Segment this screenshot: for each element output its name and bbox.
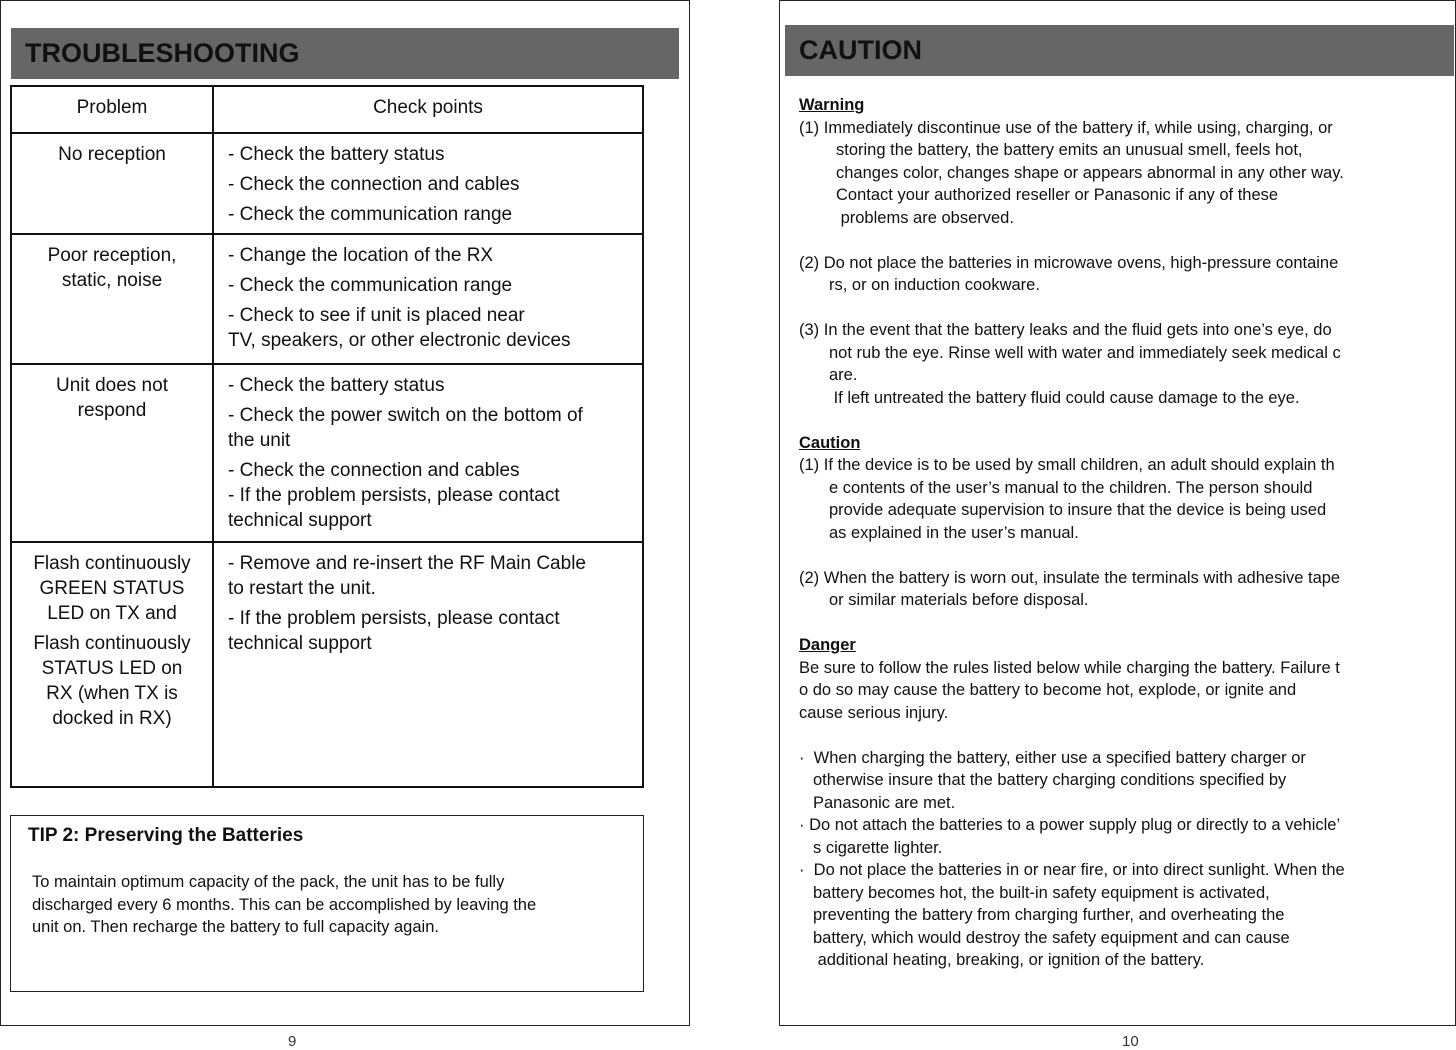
check-text: - Check the battery status: [228, 375, 445, 396]
problem-text: STATUS LED on: [41, 658, 183, 679]
caution-title: CAUTION: [799, 35, 922, 65]
warning-line: storing the battery, the battery emits an unusual smell, feels hot,: [836, 141, 1303, 159]
problem-text: respond: [77, 400, 147, 421]
page-number-left: 9: [288, 1033, 297, 1050]
tip-line: To maintain optimum capacity of the pack, the unit has to be fully: [32, 873, 505, 891]
caution-line: e contents of the user’s manual to the children. The person should: [829, 478, 1313, 497]
danger-line: · Do not place the batteries in or near fire, or into direct sunlight. When the: [799, 861, 1345, 879]
check-text: - Check the connection and cables: [228, 174, 520, 195]
check-text: TV, speakers, or other electronic devices: [228, 330, 571, 351]
check-text: technical support: [228, 633, 372, 654]
header-problem: Problem: [11, 86, 213, 133]
danger-intro-line: o do so may cause the battery to become hot, explode, or ignite and: [799, 681, 1297, 699]
check-text: - Check the communication range: [228, 204, 513, 225]
problem-text: Flash continuously: [33, 633, 191, 654]
danger-line: battery, which would destroy the safety equipment and can cause: [813, 928, 1290, 947]
caution-line: or similar materials before disposal.: [829, 591, 1089, 609]
warning-line: (2) Do not place the batteries in microwave ovens, high-pressure containe: [799, 253, 1339, 272]
table-header-row: [11, 86, 643, 133]
warning-line: not rub the eye. Rinse well with water and immediately seek medical c: [829, 343, 1341, 362]
page-number-right: 10: [1122, 1033, 1139, 1050]
header-check-points: Check points: [213, 86, 643, 133]
danger-line: · Do not attach the batteries to a power supply plug or directly to a vehicle’: [799, 816, 1341, 834]
problem-cell: [11, 542, 213, 787]
danger-line: preventing the battery from charging further, and overheating the: [813, 906, 1285, 924]
tip-line: unit on. Then recharge the battery to full capacity again.: [32, 918, 439, 936]
danger-line: · When charging the battery, either use a specified battery charger or: [799, 748, 1306, 767]
warning-heading: Warning: [799, 96, 865, 114]
warning-line: problems are observed.: [836, 208, 1014, 227]
caution-content: [799, 94, 1429, 972]
danger-line: Panasonic are met.: [813, 793, 956, 812]
warning-line: changes color, changes shape or appears abnormal in any other way.: [836, 163, 1344, 182]
problem-cell: [11, 364, 213, 542]
danger-line: additional heating, breaking, or ignition of the battery.: [813, 951, 1205, 969]
warning-line: (1) Immediately discontinue use of the battery if, while using, charging, or: [799, 118, 1333, 137]
check-text: - Check the communication range: [228, 275, 513, 296]
check-text: - Check to see if unit is placed near: [228, 305, 525, 326]
check-cell: [213, 234, 643, 364]
problem-cell: [11, 234, 213, 364]
danger-intro-line: cause serious injury.: [799, 703, 949, 722]
check-text: - Check the connection and cables: [228, 460, 520, 481]
danger-line: battery becomes hot, the built-in safety equipment is activated,: [813, 883, 1270, 902]
tip-title: TIP 2: Preserving the Batteries: [28, 825, 304, 846]
check-cell: [213, 542, 643, 787]
troubleshooting-banner: [11, 28, 679, 79]
warning-line: Contact your authorized reseller or Panasonic if any of these: [836, 186, 1279, 204]
check-text: to restart the unit.: [228, 578, 376, 599]
check-text: - If the problem persists, please contact: [228, 608, 560, 629]
danger-heading: Danger: [799, 636, 856, 654]
caution-line: (1) If the device is to be used by small children, an adult should explain th: [799, 456, 1335, 474]
caution-line: provide adequate supervision to insure that the device is being used: [829, 501, 1327, 519]
table-row: [11, 234, 643, 364]
problem-text: No reception: [58, 144, 166, 165]
caution-line: as explained in the user’s manual.: [829, 523, 1079, 542]
problem-text: RX (when TX is: [46, 683, 178, 704]
warning-line: are.: [829, 366, 858, 384]
check-cell: [213, 133, 643, 234]
check-text: - Change the location of the RX: [228, 245, 494, 266]
problem-cell: [11, 133, 213, 234]
problem-text: docked in RX): [52, 708, 172, 729]
problem-text: Poor reception,: [47, 245, 177, 266]
tip-box: [10, 815, 644, 992]
caution-line: (2) When the battery is worn out, insulate the terminals with adhesive tape: [799, 568, 1341, 587]
danger-line: s cigarette lighter.: [813, 838, 943, 857]
table-row: [11, 133, 643, 234]
caution-heading: Caution: [799, 433, 861, 452]
warning-line: rs, or on induction cookware.: [829, 276, 1040, 294]
problem-text: static, noise: [61, 270, 163, 291]
table-row: [11, 542, 643, 787]
check-text: technical support: [228, 510, 372, 531]
problem-text: LED on TX and: [47, 603, 177, 624]
troubleshooting-title: TROUBLESHOOTING: [25, 38, 300, 68]
caution-banner: [785, 25, 1454, 76]
check-text: the unit: [228, 430, 291, 451]
problem-text: Flash continuously: [33, 553, 191, 574]
table-row: [11, 364, 643, 542]
problem-text: GREEN STATUS: [39, 578, 185, 599]
check-text: - If the problem persists, please contact: [228, 485, 560, 506]
troubleshooting-table: [10, 85, 644, 788]
check-cell: [213, 364, 643, 542]
tip-line: discharged every 6 months. This can be accomplished by leaving the: [32, 895, 537, 914]
check-text: - Check the power switch on the bottom of: [228, 405, 583, 426]
warning-line: If left untreated the battery fluid could cause damage to the eye.: [829, 388, 1300, 407]
warning-line: (3) In the event that the battery leaks and the fluid gets into one’s eye, do: [799, 321, 1332, 339]
problem-text: Unit does not: [56, 375, 168, 396]
danger-line: otherwise insure that the battery charging conditions specified by: [813, 771, 1287, 789]
danger-intro-line: Be sure to follow the rules listed below while charging the battery. Failure t: [799, 658, 1340, 677]
tip-body: [32, 871, 627, 939]
check-text: - Remove and re-insert the RF Main Cable: [228, 553, 586, 574]
check-text: - Check the battery status: [228, 144, 445, 165]
